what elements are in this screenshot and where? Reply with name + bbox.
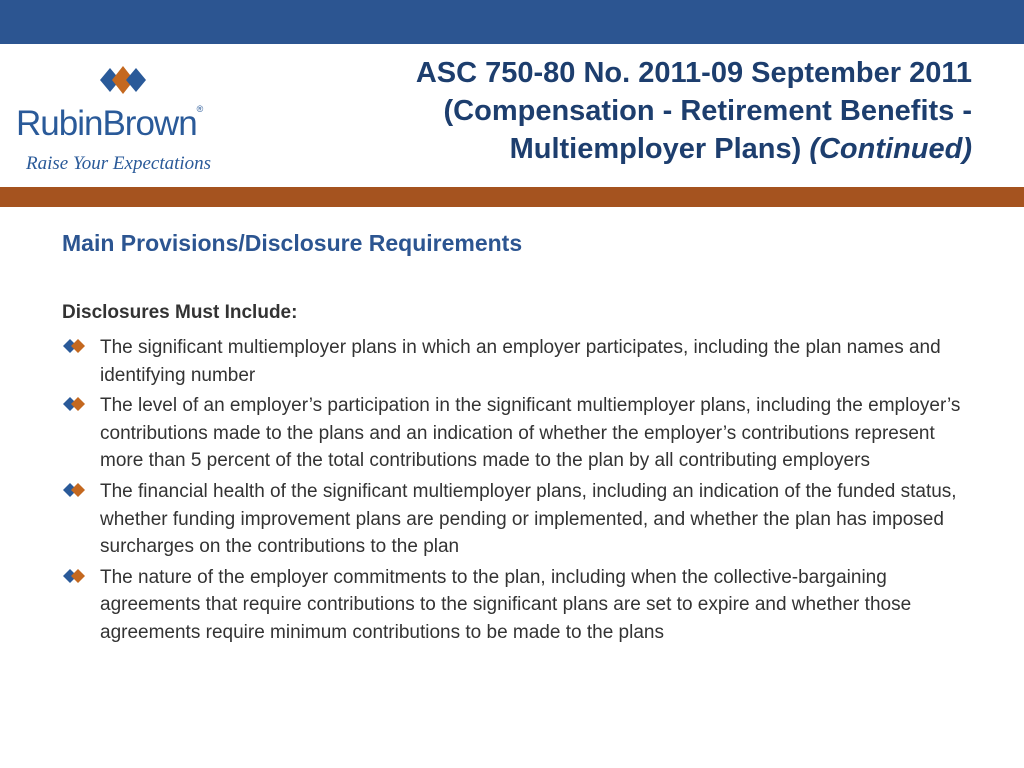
list-item-text: The nature of the employer commitments to the plan, including when the collective-bargaining agreements that require contributions to the significant plans are set to expire and whether those agreements require minimum contributions to be made to the plans — [100, 566, 912, 643]
list-item — [62, 334, 967, 389]
slide-title — [332, 54, 972, 168]
title-line-2: (Compensation - Retirement Benefits - — [443, 95, 972, 127]
title-line-3: Multiemployer Plans) (Continued) — [509, 133, 972, 165]
diamond-bullet-icon — [62, 396, 86, 412]
header-divider-bar — [0, 187, 1024, 207]
title-continued: (Continued) — [809, 133, 972, 165]
disclosures-intro: Disclosures Must Include: — [62, 302, 298, 323]
logo-diamond-icon — [86, 60, 152, 100]
section-heading: Main Provisions/Disclosure Requirements — [62, 230, 523, 256]
title-line-1: ASC 750-80 No. 2011-09 September 2011 — [415, 57, 972, 89]
diamond-bullet-icon — [62, 568, 86, 584]
diamond-bullet-icon — [62, 482, 86, 498]
list-item-text: The level of an employer’s participation in the significant multiemployer plans, including the employer’s contributions made to the plans and an indication of whether the employer’s contributions represent more than 5 percent of the total contributions made to the plan by all contributing employers — [100, 395, 961, 472]
list-item — [62, 478, 967, 561]
list-item-text: The financial health of the significant multiemployer plans, including an indication of the funded status, whether funding improvement plans are pending or implemented, and whether the plan has imposed surcharges on the contributions to the plan — [100, 480, 957, 558]
top-accent-bar — [0, 0, 1024, 44]
list-item-text: The significant multiemployer plans in which an employer participates, including the plan names and identifying number — [100, 337, 941, 386]
diamond-bullet-icon — [62, 338, 86, 354]
logo-tagline: Raise Your Expectations — [26, 153, 212, 174]
company-logo — [16, 58, 242, 180]
disclosure-list — [62, 334, 967, 650]
list-item — [62, 392, 967, 475]
list-item — [62, 564, 967, 647]
logo-brand-name: RubinBrown® — [16, 104, 204, 143]
